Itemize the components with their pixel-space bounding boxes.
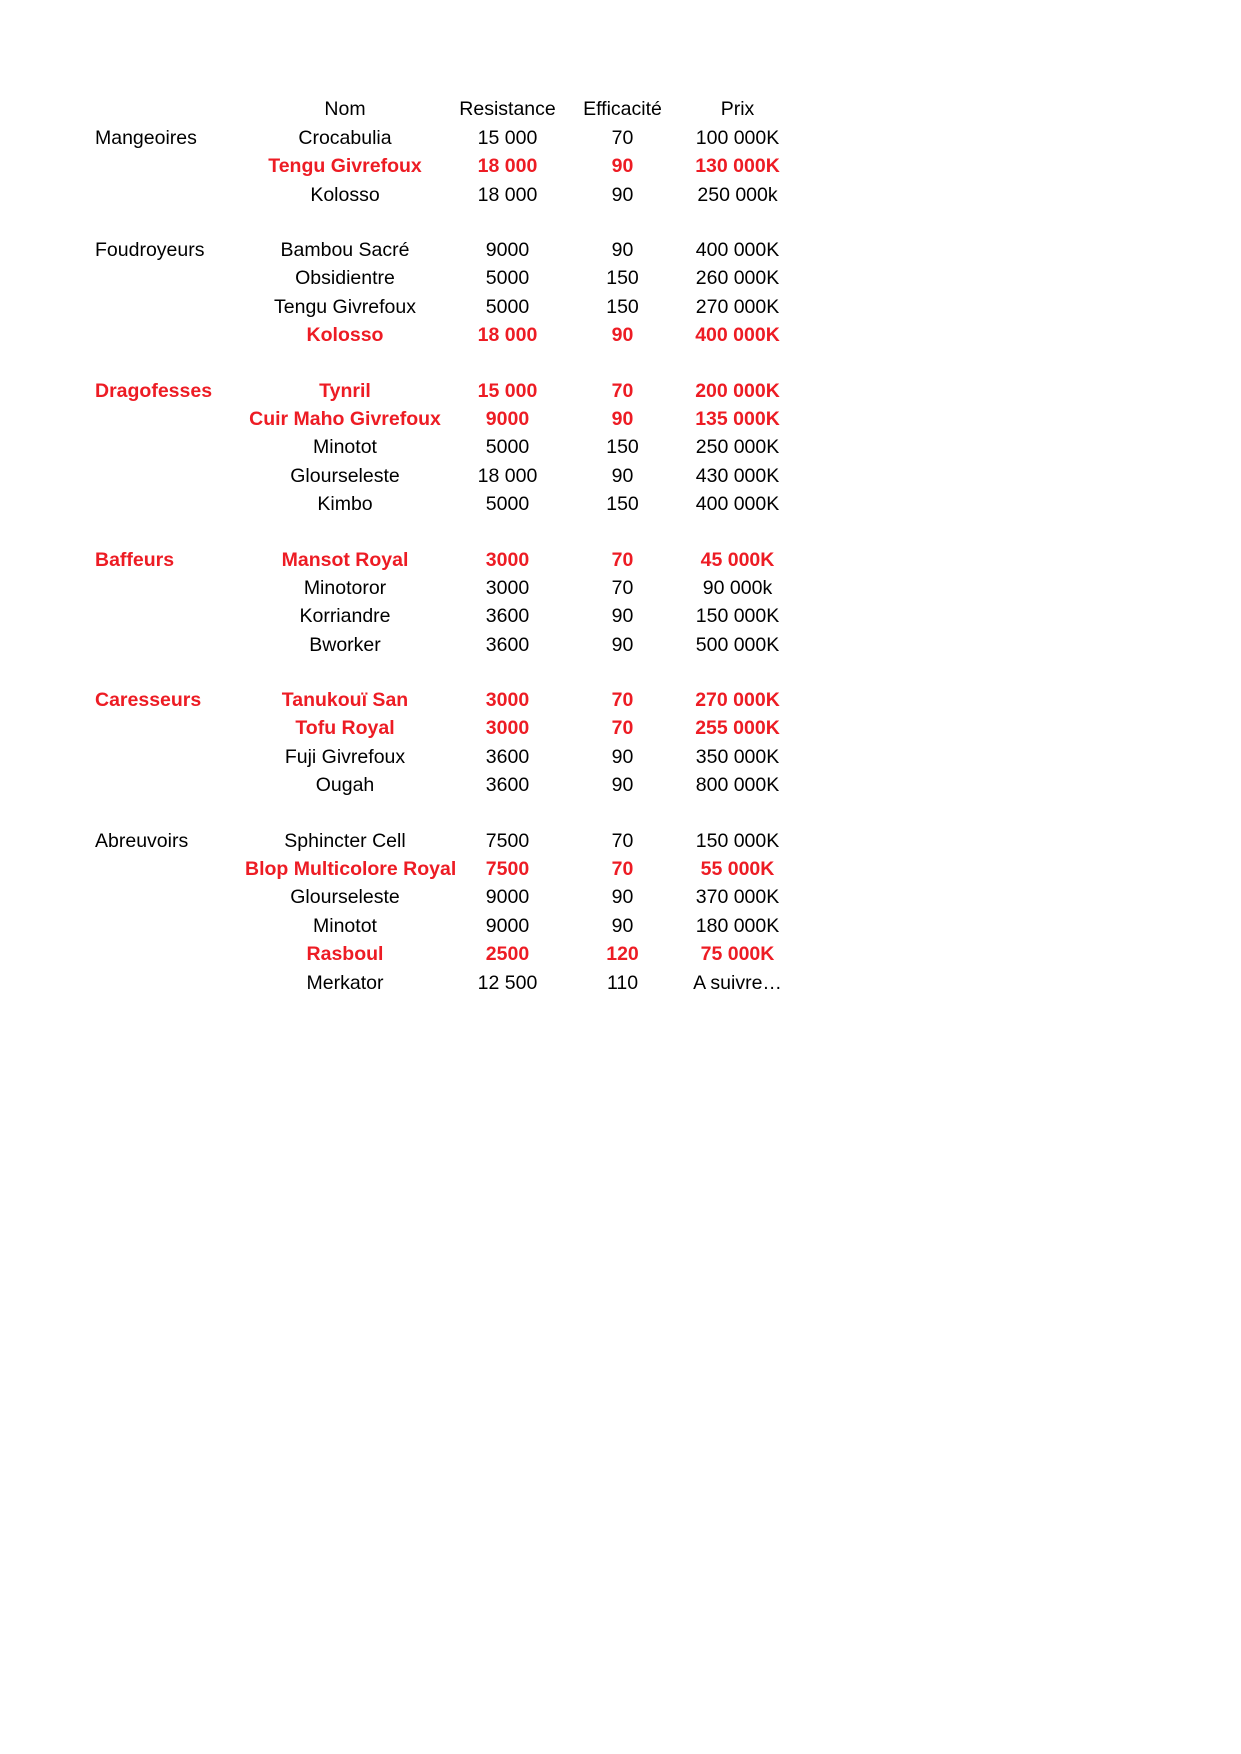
cell-resistance: 5000 <box>485 295 530 318</box>
cell-resistance: 7500 <box>485 829 530 852</box>
cell-resistance: 3000 <box>485 717 530 740</box>
table-row <box>95 546 800 574</box>
cell-efficacite: 90 <box>611 745 634 768</box>
cell-efficacite: 70 <box>611 576 634 599</box>
cell-prix: 250 000k <box>697 183 778 206</box>
cell-name: Kimbo <box>317 493 373 516</box>
cell-efficacite: 90 <box>611 407 634 430</box>
cell-prix: 800 000K <box>695 774 780 797</box>
cell-prix: 400 000K <box>695 324 780 347</box>
cell-prix: 150 000K <box>695 829 780 852</box>
table-row <box>95 856 800 884</box>
cell-prix: 260 000K <box>695 267 780 290</box>
cell-efficacite: 70 <box>611 829 634 852</box>
cell-name: Kolosso <box>310 183 380 206</box>
cell-prix: 270 000K <box>695 689 780 712</box>
cell-resistance: 3600 <box>485 745 530 768</box>
cell-name: Ougah <box>315 774 375 797</box>
cell-efficacite: 90 <box>611 605 634 628</box>
cell-category: Caresseurs <box>95 689 202 712</box>
cell-category: Foudroyeurs <box>95 239 205 261</box>
group-spacer-cell <box>95 660 800 687</box>
cell-prix: 45 000K <box>700 548 775 571</box>
creature-stats-table <box>95 96 800 998</box>
table-row <box>95 434 800 462</box>
cell-prix: 350 000K <box>695 745 780 768</box>
cell-efficacite: 90 <box>611 774 634 797</box>
cell-resistance: 18 000 <box>477 155 538 178</box>
cell-efficacite: 90 <box>611 914 634 937</box>
cell-resistance: 15 000 <box>477 379 538 402</box>
cell-prix: 200 000K <box>695 379 780 402</box>
cell-efficacite: 150 <box>606 267 639 290</box>
group-spacer-row <box>95 210 800 237</box>
table-row <box>95 827 800 855</box>
cell-prix: 55 000K <box>700 858 775 881</box>
cell-name: Fuji Givrefoux <box>284 745 406 768</box>
table-row <box>95 687 800 715</box>
cell-resistance: 9000 <box>485 407 530 430</box>
cell-name: Tengu Givrefoux <box>268 155 422 178</box>
cell-resistance: 2500 <box>485 943 530 966</box>
cell-name: Minotot <box>313 436 377 459</box>
cell-efficacite: 120 <box>606 943 639 966</box>
cell-efficacite: 70 <box>611 858 634 881</box>
table-row <box>95 884 800 912</box>
table-row <box>95 772 800 800</box>
table-body <box>95 124 800 997</box>
cell-resistance: 9000 <box>485 914 530 937</box>
cell-resistance: 5000 <box>485 493 530 516</box>
cell-name: Tofu Royal <box>295 717 395 740</box>
table-row <box>95 491 800 519</box>
cell-prix: 370 000K <box>695 886 780 909</box>
cell-resistance: 5000 <box>485 267 530 290</box>
cell-category: Mangeoires <box>95 126 197 149</box>
cell-prix: 180 000K <box>695 914 780 937</box>
group-spacer-cell <box>95 519 800 546</box>
group-spacer-cell <box>95 800 800 827</box>
cell-prix: 90 000k <box>702 576 773 599</box>
cell-prix: 135 000K <box>695 407 780 430</box>
group-spacer-cell <box>95 350 800 377</box>
cell-name: Crocabulia <box>298 126 392 149</box>
cell-resistance: 18 000 <box>477 324 538 347</box>
cell-prix: 400 000K <box>695 239 780 261</box>
table-row <box>95 265 800 293</box>
column-header-name: Nom <box>324 98 366 121</box>
table-row <box>95 124 800 152</box>
table-row <box>95 969 800 997</box>
table-row <box>95 574 800 602</box>
table-row <box>95 377 800 405</box>
cell-resistance: 7500 <box>485 858 530 881</box>
column-header-resistance: Resistance <box>459 98 556 121</box>
cell-resistance: 3600 <box>485 774 530 797</box>
cell-efficacite: 70 <box>611 689 634 712</box>
group-spacer-row <box>95 660 800 687</box>
cell-resistance: 3600 <box>485 605 530 628</box>
cell-prix: 430 000K <box>695 464 780 487</box>
cell-name: Kolosso <box>306 324 384 347</box>
cell-prix: 130 000K <box>695 155 780 178</box>
table-row <box>95 293 800 321</box>
cell-resistance: 5000 <box>485 436 530 459</box>
group-spacer-row <box>95 350 800 377</box>
cell-category: Dragofesses <box>95 379 213 402</box>
cell-resistance: 15 000 <box>477 126 538 149</box>
cell-name: Merkator <box>306 971 384 994</box>
cell-name: Blop Multicolore Royal <box>245 858 457 881</box>
group-spacer-row <box>95 519 800 546</box>
cell-resistance: 3600 <box>485 633 530 656</box>
cell-resistance: 3000 <box>485 689 530 712</box>
column-header-efficacite: Efficacité <box>583 98 662 121</box>
cell-prix: 500 000K <box>695 633 780 656</box>
cell-name: Bworker <box>309 633 381 656</box>
cell-prix: 150 000K <box>695 605 780 628</box>
table-row <box>95 181 800 209</box>
cell-prix: 255 000K <box>695 717 780 740</box>
cell-name: Glourseleste <box>290 464 400 487</box>
cell-name: Mansot Royal <box>281 548 409 571</box>
table-row <box>95 715 800 743</box>
group-spacer-cell <box>95 210 800 237</box>
cell-resistance: 18 000 <box>477 183 538 206</box>
table-row <box>95 322 800 350</box>
cell-name: Tengu Givrefoux <box>274 295 416 318</box>
cell-resistance: 3000 <box>485 576 530 599</box>
cell-prix: 250 000K <box>695 436 780 459</box>
cell-efficacite: 70 <box>611 717 634 740</box>
table-row <box>95 237 800 265</box>
table-row <box>95 153 800 181</box>
cell-efficacite: 70 <box>611 126 634 149</box>
cell-prix: 75 000K <box>700 943 775 966</box>
cell-efficacite: 110 <box>606 971 639 994</box>
cell-efficacite: 90 <box>611 464 634 487</box>
column-header-category <box>95 96 245 124</box>
cell-name: Minotoror <box>303 576 387 599</box>
cell-resistance: 9000 <box>485 886 530 909</box>
table-row <box>95 462 800 490</box>
cell-efficacite: 70 <box>611 379 634 402</box>
cell-efficacite: 150 <box>606 295 639 318</box>
table-row <box>95 406 800 434</box>
cell-name: Tanukouï San <box>281 689 409 712</box>
cell-name: Korriandre <box>299 605 391 628</box>
cell-category: Abreuvoirs <box>95 829 189 852</box>
cell-efficacite: 90 <box>611 239 634 261</box>
cell-efficacite: 150 <box>606 436 639 459</box>
table-row <box>95 603 800 631</box>
cell-name: Obsidientre <box>295 267 395 290</box>
stat-table-container <box>95 96 800 998</box>
table-row <box>95 941 800 969</box>
cell-efficacite: 90 <box>611 324 634 347</box>
cell-category: Baffeurs <box>95 548 175 571</box>
cell-name: Cuir Maho Givrefoux <box>249 407 441 430</box>
cell-name: Tynril <box>319 379 371 402</box>
cell-prix: 100 000K <box>695 126 780 149</box>
cell-prix: A suivre… <box>693 971 782 994</box>
cell-prix: 270 000K <box>695 295 780 318</box>
cell-efficacite: 90 <box>611 155 634 178</box>
cell-name: Minotot <box>313 914 377 937</box>
header-row <box>95 96 800 124</box>
table-header <box>95 96 800 124</box>
cell-efficacite: 90 <box>611 633 634 656</box>
cell-prix: 400 000K <box>695 493 780 516</box>
cell-name: Glourseleste <box>290 886 400 909</box>
column-header-prix: Prix <box>720 98 755 121</box>
table-row <box>95 631 800 659</box>
table-row <box>95 912 800 940</box>
cell-name: Sphincter Cell <box>284 829 406 852</box>
cell-efficacite: 150 <box>606 493 639 516</box>
cell-resistance: 18 000 <box>477 464 538 487</box>
cell-resistance: 12 500 <box>477 971 538 994</box>
cell-name: Rasboul <box>306 943 384 966</box>
cell-efficacite: 70 <box>611 548 634 571</box>
table-row <box>95 743 800 771</box>
cell-name: Bambou Sacré <box>280 239 410 261</box>
cell-resistance: 3000 <box>485 548 530 571</box>
cell-resistance: 9000 <box>485 239 530 261</box>
cell-efficacite: 90 <box>611 183 634 206</box>
group-spacer-row <box>95 800 800 827</box>
cell-efficacite: 90 <box>611 886 634 909</box>
